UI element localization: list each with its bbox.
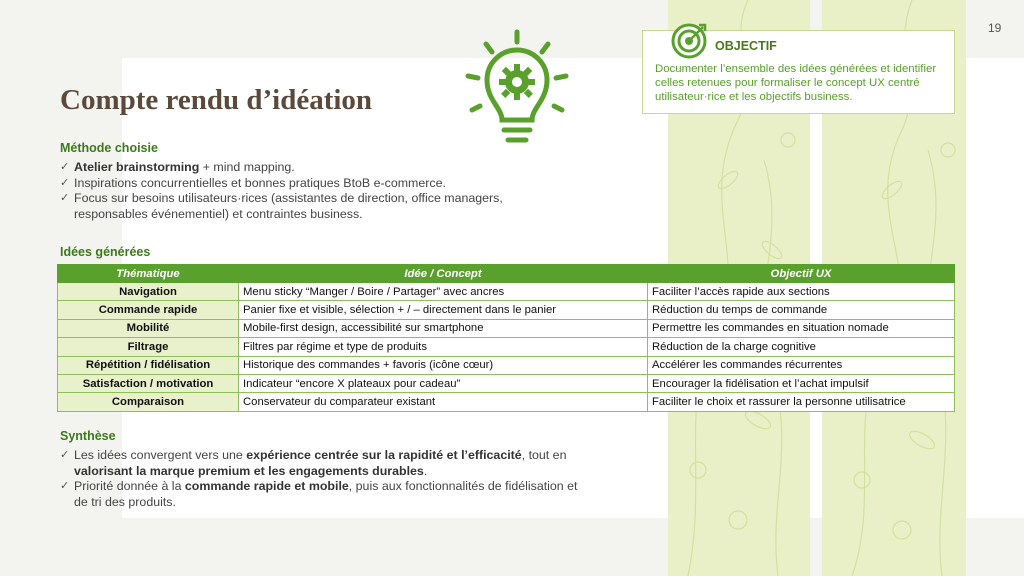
page-title: Compte rendu d’idéation	[60, 84, 373, 116]
objective-cell: Faciliter le choix et rassurer la personne utilisatrice	[648, 393, 955, 411]
table-row	[58, 319, 955, 337]
list-item: ✓ Inspirations concurrentielles et bonnes pratiques BtoB e-commerce.	[60, 175, 446, 190]
idea-cell: Conservateur du comparateur existant	[239, 393, 648, 411]
idea-cell: Historique des commandes + favoris (icône cœur)	[239, 356, 648, 374]
table-row	[58, 283, 955, 301]
theme-cell: Satisfaction / motivation	[58, 374, 239, 392]
objective-label: OBJECTIF	[715, 39, 777, 53]
column-header: Objectif UX	[648, 265, 955, 283]
idea-cell: Filtres par régime et type de produits	[239, 338, 648, 356]
methode-list	[60, 160, 530, 222]
table-row	[58, 338, 955, 356]
theme-cell: Filtrage	[58, 338, 239, 356]
synthese-heading: Synthèse	[60, 429, 116, 443]
methode-heading: Méthode choisie	[60, 141, 158, 155]
check-icon: ✓	[60, 480, 70, 492]
check-icon: ✓	[60, 176, 70, 189]
check-icon: ✓	[60, 161, 70, 173]
idea-cell: Menu sticky “Manger / Boire / Partager” avec ancres	[239, 283, 648, 301]
objective-text: Documenter l’ensemble des idées générées et identifier celles retenues pour formaliser le concept UX centré utilisateur·rice et les objectifs business.	[655, 63, 937, 103]
page-number: 19	[988, 21, 1002, 35]
idea-cell: Mobile-first design, accessibilité sur smartphone	[239, 319, 648, 337]
list-item: ✓ Atelier brainstorming + mind mapping.	[60, 160, 295, 174]
ideas-table	[57, 264, 955, 412]
table-row	[58, 393, 955, 411]
theme-cell: Répétition / fidélisation	[58, 356, 239, 374]
column-header: Thématique	[58, 265, 239, 283]
idees-heading: Idées générées	[60, 245, 151, 259]
objective-cell: Réduction de la charge cognitive	[648, 338, 955, 356]
synthese-list	[60, 448, 580, 510]
table-row	[58, 374, 955, 392]
list-item: ✓ Focus sur besoins utilisateurs·rices (assistantes de direction, office managers, responsables événementiel) et contraintes business.	[60, 191, 503, 221]
table-header-row	[58, 265, 955, 283]
table-row	[58, 356, 955, 374]
idea-cell: Panier fixe et visible, sélection + / – directement dans le panier	[239, 301, 648, 319]
check-icon: ✓	[60, 192, 70, 204]
objective-cell: Permettre les commandes en situation nomade	[648, 319, 955, 337]
theme-cell: Commande rapide	[58, 301, 239, 319]
list-item: ✓ Les idées convergent vers une expérience centrée sur la rapidité et l’efficacité, tout en valorisant la marque premium et les engagements durables.	[60, 448, 567, 478]
objective-cell: Faciliter l’accès rapide aux sections	[648, 283, 955, 301]
theme-cell: Mobilité	[58, 319, 239, 337]
objective-cell: Encourager la fidélisation et l’achat impulsif	[648, 374, 955, 392]
theme-cell: Comparaison	[58, 393, 239, 411]
column-header: Idée / Concept	[239, 265, 648, 283]
objective-box	[642, 30, 955, 114]
lightbulb-gear-icon	[462, 28, 572, 154]
idea-cell: Indicateur “encore X plateaux pour cadeau”	[239, 374, 648, 392]
table-row	[58, 301, 955, 319]
objective-cell: Accélérer les commandes récurrentes	[648, 356, 955, 374]
theme-cell: Navigation	[58, 283, 239, 301]
target-icon	[671, 23, 707, 59]
check-icon: ✓	[60, 449, 70, 461]
objective-cell: Réduction du temps de commande	[648, 301, 955, 319]
list-item: ✓ Priorité donnée à la commande rapide et mobile, puis aux fonctionnalités de fidélisation et de tri des produits.	[60, 479, 578, 509]
